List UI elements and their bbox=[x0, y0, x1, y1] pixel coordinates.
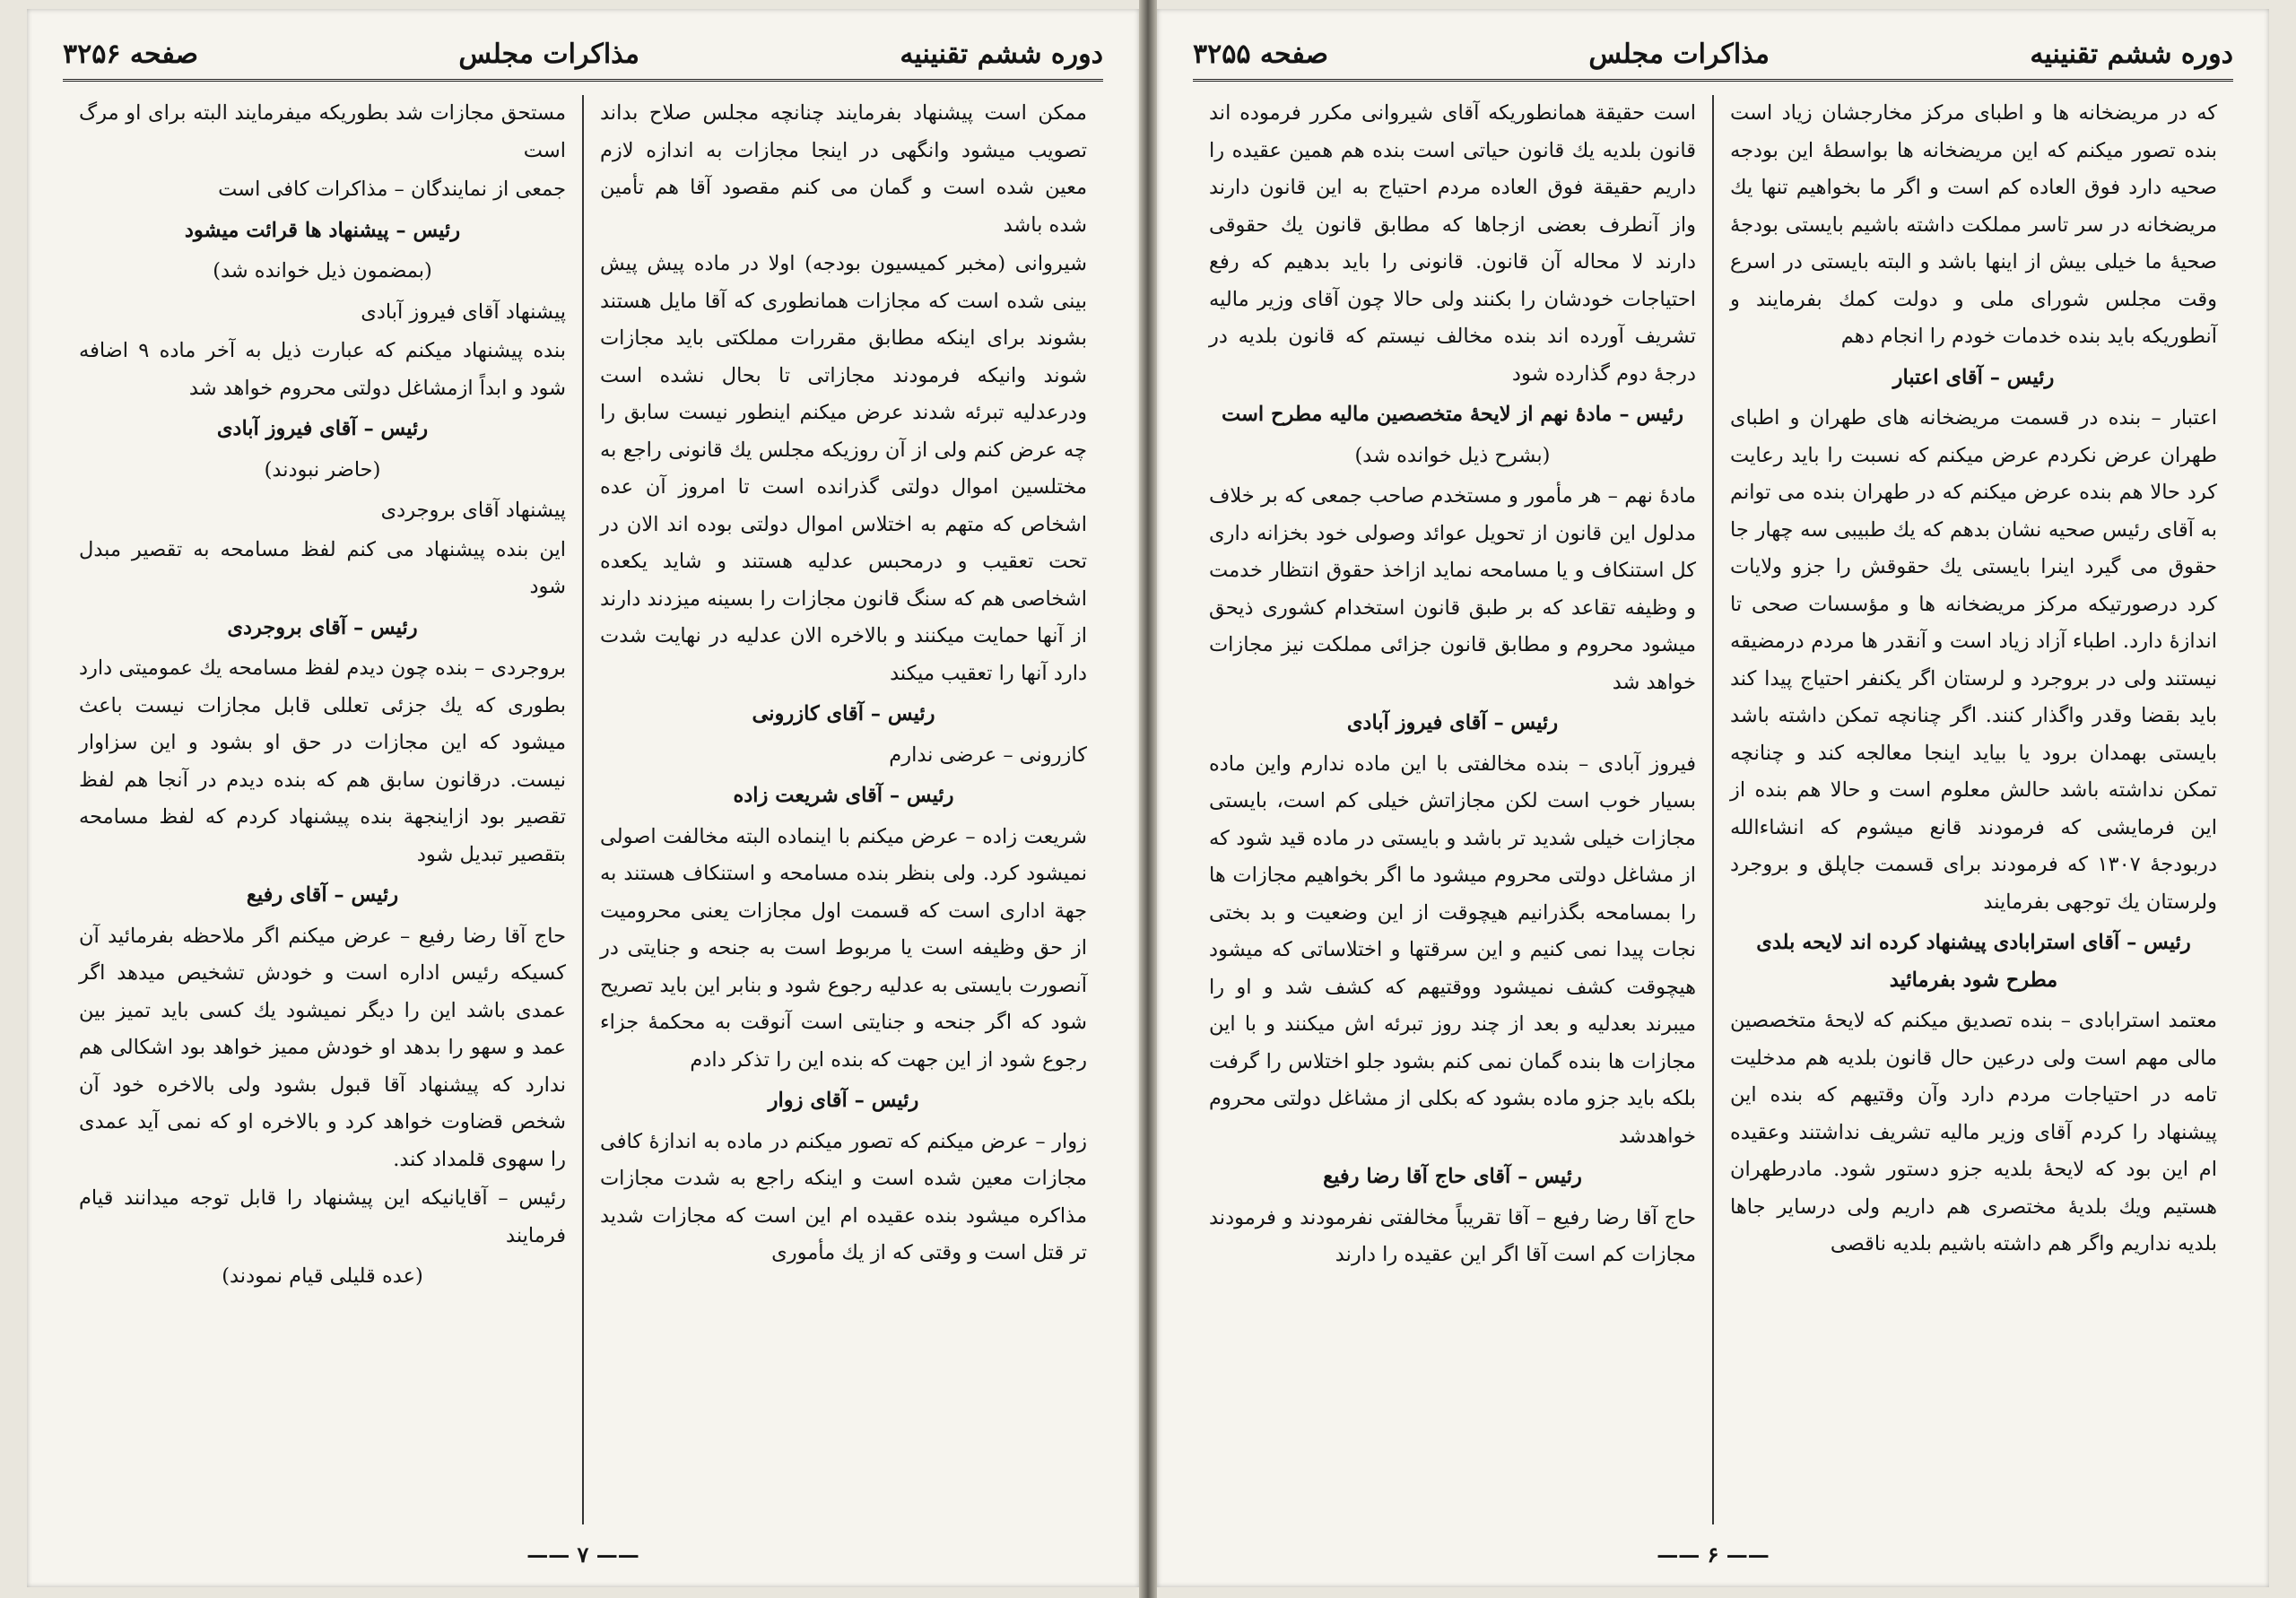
page-3256 bbox=[27, 9, 1139, 1587]
paragraph: اين بنده پيشنهاد مى كنم لفظ مسامحه به تقصير مبدل شود bbox=[79, 537, 566, 598]
speaker-line: رئيس – آقاى اعتبار bbox=[1892, 365, 2055, 389]
speaker-line: رئيس – آقاى فيروز آبادى bbox=[216, 417, 429, 440]
page-title: مذاكرات مجلس bbox=[458, 38, 639, 70]
paragraph: حاج آقا رضا رفيع – آقا تقريباً مخالفتى نفرمودند و فرمودند مجازات كم است آقا اگر اين عقيده را دارند bbox=[1209, 1205, 1696, 1266]
speaker-line: رئيس – آقاى حاج آقا رضا رفيع bbox=[1323, 1165, 1582, 1188]
speaker-line: رئيس – آقاى فيروز آبادى bbox=[1346, 711, 1559, 734]
session-label: دوره ششم تقنينيه bbox=[2030, 38, 2233, 70]
text-columns bbox=[1193, 95, 2233, 1524]
column-right bbox=[1714, 95, 2233, 1524]
paragraph: پيشنهاد آقاى فيروز آبادى bbox=[361, 300, 566, 324]
paragraph: بنده پيشنهاد ميكنم كه عبارت ذيل به آخر ماده ۹ اضافه شود و ابداً ازمشاغل دولتى محروم خواهد شد bbox=[79, 339, 566, 400]
session-label: دوره ششم تقنينيه bbox=[900, 38, 1103, 70]
paragraph: كه در مريضخانه ها و اطباى مركز مخارجشان زياد است بنده تصور ميكنم كه اين مريضخانه ها بواسطهٔ اين بودجه صحيه دارد فوق العاده كم است و اگر ما بخواهيم تنها يك مريضخانه در سر تاسر مملكت داشته باشيم بايستى بودجهٔ صحيهٔ ما خيلى بيش از اينها باشد و البته بايستى در اسرع وقت مجلس شوراى ملى و دولت كمك بفرمايند و آنطوريكه بايد بنده خدمات خودم را انجام دهم bbox=[1730, 101, 2217, 348]
page-header bbox=[63, 29, 1103, 82]
book-gutter bbox=[1139, 0, 1157, 1598]
page-3255 bbox=[1157, 9, 2269, 1587]
speaker-line: رئيس – آقاى زوار bbox=[768, 1089, 919, 1112]
page-title: مذاكرات مجلس bbox=[1588, 38, 1770, 70]
speaker-line: رئيس – آقاى شريعت زاده bbox=[733, 784, 954, 807]
text-columns bbox=[63, 95, 1103, 1524]
paragraph: ممكن است پيشنهاد بفرمايند چنانچه مجلس صلاح بداند تصويب ميشود وانگهى در اينجا مجازات به اندازه لازم معين شده است و گمان مى كنم مقصود آقا هم تأمين شده باشد bbox=[600, 101, 1087, 237]
column-left bbox=[63, 95, 584, 1524]
speaker-line: رئيس – مادهٔ نهم از لايحهٔ متخصصين ماليه مطرح است bbox=[1221, 403, 1684, 426]
paragraph: مادهٔ نهم – هر مأمور و مستخدم صاحب جمعى كه بر خلاف مدلول اين قانون از تحويل عوائد وصولى خود بخزانه دارى كل استنكاف و يا مسامحه نمايد ازاخذ حقوق انتظار خدمت و وظيفه تقاعد كه بر طبق قانون استخدام كشورى ذيحق ميشود محروم و مطابق قانون جزائى مملكت نيز مجازات خواهد شد bbox=[1209, 484, 1696, 694]
stage-note: (حاضر نبودند) bbox=[264, 457, 381, 482]
paragraph: فيروز آبادى – بنده مخالفتى با اين ماده ندارم واين ماده بسيار خوب است لكن مجازاتش خيلى كم است، بايستى مجازات خيلى شديد تر باشد و بايستى در ماده قيد شود كه از مشاغل دولتى محروم ميشود ما اگر بخواهيم مجازات ها را بمسامحه بگذرانيم هيچوقت از اين وضعيت و بد بختى نجات پيدا نمى كنيم و اين سرقتها و اختلاساتى كه ميشود هيچوقت كشف نميشود ووقتيهم كه كشف شد و او را ميبرند بعدليه و بعد از چند روز تبرئه اش ميكنند و با اين مجازات ها بنده گمان نمى كنم بشود جلو اختلاس را گرفت بلكه بايد جزو ماده بشود كه بكلى از مشاغل دولتى محروم خواهدشد bbox=[1209, 751, 1696, 1148]
column-left bbox=[1193, 95, 1714, 1524]
paragraph: است حقيقة همانطوريكه آقاى شيروانى مكرر فرموده اند قانون بلديه يك قانون حياتى است بنده هم همين عقيده را داريم حقيقة فوق العاده مردم احتياج به اين قانون دارند واز آنطرف بعضى ازجاها كه مطابق قانون يك حقوقى دارند لا محاله آن قانون. قانونى را بايد بدهيم كه رفع احتياجات خودشان را بكنند ولى حالا چون آقاى وزير ماليه تشريف آورده اند بنده مخالف نيستم كه قانون بلديه در درجهٔ دوم گذارده شود bbox=[1209, 101, 1696, 386]
speaker-line: رئيس – آقاى استرابادى پيشنهاد كرده اند لايحه بلدى مطرح شود بفرمائيد bbox=[1756, 931, 2191, 992]
stage-note: (عده قليلى قيام نمودند) bbox=[222, 1264, 423, 1288]
page-footer-number: —— ۶ —— bbox=[1157, 1542, 2269, 1568]
paragraph: مستحق مجازات شد بطوريكه ميفرمايند البته براى او مرگ است bbox=[79, 101, 566, 162]
page-header bbox=[1193, 29, 2233, 82]
paragraph: معتمد استرابادى – بنده تصديق ميكنم كه لايحهٔ متخصصين مالى مهم است ولى درعين حال قانون بلديه هم مدخليت تامه در احتياجات مردم دارد وآن وقتيهم كه بنده اين پيشنهاد را كردم آقاى وزير ماليه تشريف نداشتند وعقيده ام اين بود كه لايحهٔ بلديه جزو دستور شود. مادرطهران هستيم ويك بلديهٔ مختصرى هم داريم ولى درساير جاها بلديه نداريم واگر هم داشته باشيم بلديه ناقصى bbox=[1730, 1009, 2217, 1255]
stage-note: (بشرح ذيل خوانده شد) bbox=[1354, 443, 1551, 467]
speaker-line: رئيس – آقاى كازرونى bbox=[752, 702, 935, 725]
stage-note: (بمضمون ذيل خوانده شد) bbox=[213, 259, 432, 282]
speaker-line: رئيس – پيشنهاد ها قرائت ميشود bbox=[184, 218, 461, 242]
paragraph: شريعت زاده – عرض ميكنم با اينماده البته مخالفت اصولى نميشود كرد. ولى بنظر بنده مسامحه و استنكاف هستند به جهة ادارى است كه قسمت اول مجازات يعنى محروميت از حق وظيفه است يا مربوط است به جنحه و جنايتى در آنصورت بايستى به عدليه رجوع شود و بنابر اين بايد تصريح شود كه اگر جنحه و جنايتى است آنوقت به محكمهٔ جزاء رجوع شود از اين جهت كه بنده اين را تذكر دادم bbox=[600, 824, 1087, 1072]
paragraph: شيروانى (مخبر كميسيون بودجه) اولا در ماده پيش پيش بينى شده است كه مجازات همانطورى كه آقا مايل هستند بشوند براى اينكه مطابق مقررات مملكتى بايد مجازات شوند وانيكه فرمودند مجازاتى تا بحال نشده است ودرعدليه تبرئه شدند عرض ميكنم اينطور نيست سابق را چه عرض كنم ولى از آن روزيكه مجلس يك قانونى راجع به مختلسين اموال دولتى گذرانده است تا امروز آن عده اشخاص كه متهم به اختلاس اموال دولتى بوده اند الان در تحت تعقيب و درمحبس عدليه هستند و شايد يكعده اشخاصى هم كه سنگ قانون مجازات را بسينه ميزدند دارند از آنها حمايت ميكنند و بالاخره الان عدليه در نهايت شدت دارد آنها را تعقيب ميكند bbox=[600, 252, 1087, 685]
page-footer-number: —— ۷ —— bbox=[27, 1542, 1139, 1568]
speaker-line: رئيس – آقاى بروجردى bbox=[227, 615, 418, 639]
paragraph: حاج آقا رضا رفيع – عرض ميكنم اگر ملاحظه بفرمائيد آن كسيكه رئيس اداره است و خودش تشخيص ميدهد اگر عمدى باشد اين را ديگر نميشود يك كسى بايد تميز بين عمد و سهو را بدهد او خودش مميز خواهد بود اشكالى هم ندارد كه پيشنهاد آقا قبول بشود ولى بالاخره خود آن شخص قضاوت خواهد كرد و بالاخره او كه نمى آيد عمدى را سهوى قلمداد كند. bbox=[79, 924, 566, 1171]
page-number: صفحه ۳۲۵۶ bbox=[63, 38, 198, 70]
paragraph: پيشنهاد آقاى بروجردى bbox=[380, 499, 566, 522]
page-number: صفحه ۳۲۵۵ bbox=[1193, 38, 1328, 70]
paragraph: بروجردى – بنده چون ديدم لفظ مسامحه يك عموميتى دارد بطورى كه يك جزئى تعللى قابل مجازات نيست باعث ميشود كه اين مجازات در حق او بشود و اين سزاوار نيست. درقانون سابق هم كه بنده ديدم در آنجا هم لفظ تقصير بود ازاينجهة بنده پيشنهاد كردم كه لفظ مسامحه بتقصير تبديل شود bbox=[79, 656, 566, 866]
paragraph: اعتبار – بنده در قسمت مريضخانه هاى طهران و اطباى طهران عرض نكردم عرض ميكنم كه نسبت را بايد رعايت كرد حالا هم بنده عرض ميكنم كه در طهران بنده مى توانم به آقاى رئيس صحيه نشان بدهم كه يك طبيبى سه چهار جا حقوق مى گيرد اينرا بايستى يك حقوقش را جزو ولايات كرد درصورتيكه مركز مريضخانه ها و مؤسسات صحى تا اندازهٔ دارد. اطباء آزاد زياد است و آنقدر ها مردم درمضيقه نيستند ولى در بروجرد و لرستان اگر يكنفر احتياج پيدا كند بايد بقضا وقدر واگذار كنند. اگر چنانچه تمكن داشته باشد بايستى بهمدان برود يا بيايد اينجا معالجه كند و چنانچه تمكن نداشته باشد حالش معلوم است و حالا هم بنده از اين فرمايشى كه فرمودند قانع ميشوم كه انشاءالله دربودجهٔ ۱۳۰۷ كه فرمودند براى قسمت جاپلق و بروجرد ولرستان يك توجهى بفرمايند bbox=[1730, 406, 2217, 914]
speaker-line: رئيس – آقاى رفيع bbox=[246, 883, 399, 907]
column-right bbox=[584, 95, 1103, 1524]
paragraph: زوار – عرض ميكنم كه تصور ميكنم در ماده به اندازهٔ كافى مجازات معين شده است و اينكه راجع به شدت مجازات مذاكره ميشود بنده عقيده ام اين است كه مجازات شديد تر قتل است و وقتى كه از يك مأمورى bbox=[600, 1129, 1087, 1264]
paragraph: رئيس – آقايانيكه اين پيشنهاد را قابل توجه ميدانند قيام فرمايند bbox=[79, 1186, 566, 1247]
paragraph: كازرونى – عرضى ندارم bbox=[889, 743, 1087, 767]
paragraph: جمعى از نمايندگان – مذاكرات كافى است bbox=[218, 178, 566, 201]
